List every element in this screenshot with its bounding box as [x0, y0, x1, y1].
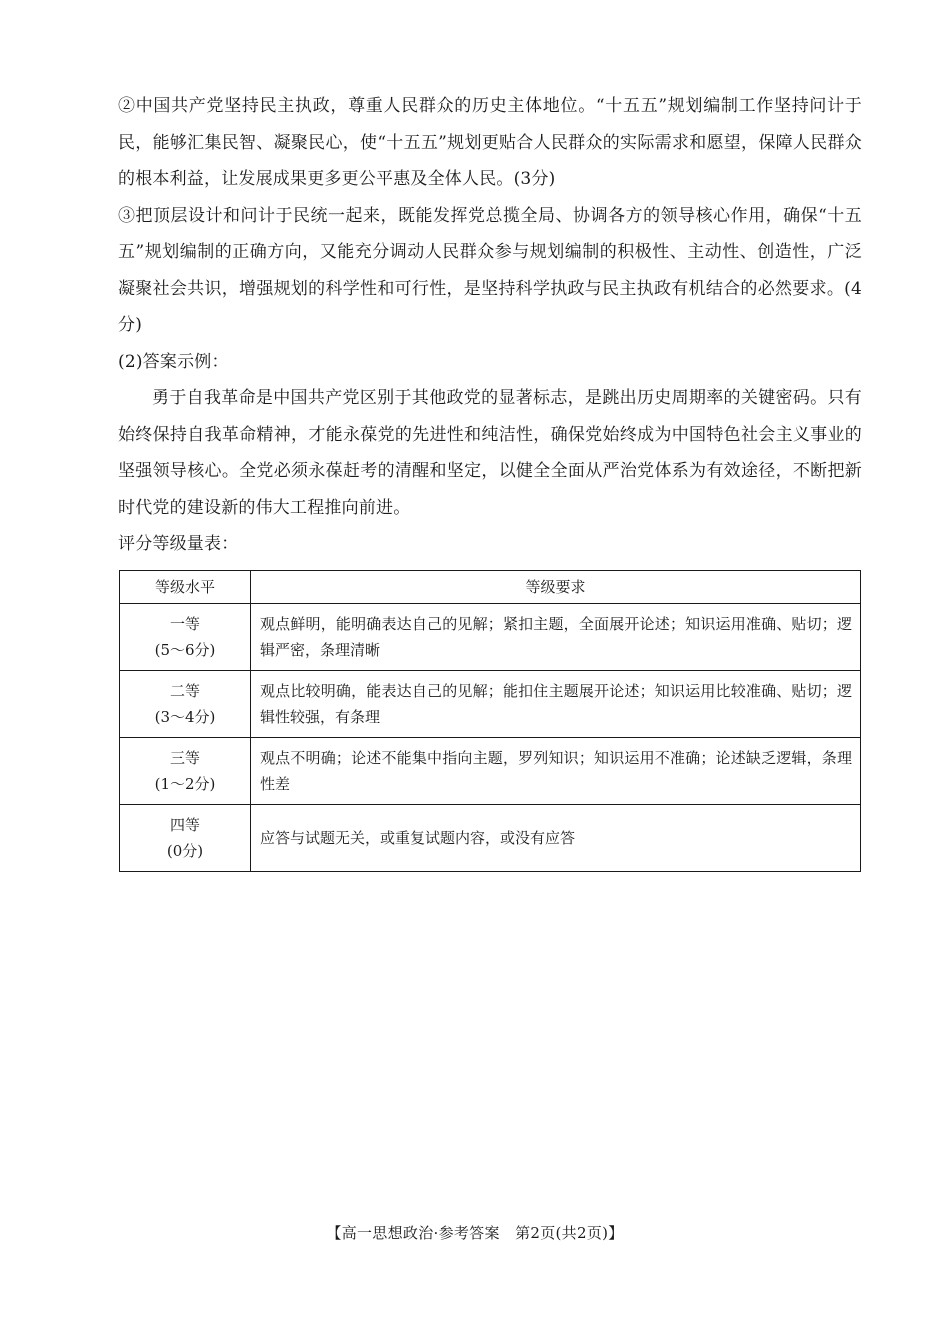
table-row: [120, 804, 861, 871]
grade-level-cell: [120, 603, 251, 670]
grade-level: 一等: [169, 614, 200, 633]
grade-level: 三等: [169, 748, 200, 767]
answer-point-3: ③把顶层设计和问计于民统一起来，既能发挥党总揽全局、协调各方的领导核心作用，确保“十五五”规划编制的正确方向，又能充分调动人民群众参与规划编制的积极性、主动性、创造性，广泛凝聚社会共识，增强规划的科学性和可行性，是坚持科学执政与民主执政有机结合的必然要求。(4分): [118, 205, 862, 335]
grading-scale-table: [119, 570, 861, 872]
grade-requirement: 应答与试题无关，或重复试题内容，或没有应答: [251, 804, 861, 871]
scale-title: 评分等级量表：: [118, 534, 239, 554]
grade-score: (5～6分): [154, 640, 216, 659]
table-header-row: [120, 570, 861, 603]
grade-level-cell: [120, 737, 251, 804]
table-row: [120, 737, 861, 804]
grade-requirement: 观点鲜明，能明确表达自己的见解；紧扣主题，全面展开论述；知识运用准确、贴切；逻辑严密，条理清晰: [251, 603, 861, 670]
answer-content: [118, 88, 862, 872]
grade-score: (0分): [166, 841, 204, 860]
question-2-label: (2)答案示例：: [118, 351, 229, 372]
grade-level: 二等: [169, 681, 200, 700]
table-row: [120, 670, 861, 737]
grade-level-cell: [120, 804, 251, 871]
grade-requirement: 观点比较明确，能表达自己的见解；能扣住主题展开论述；知识运用比较准确、贴切；逻辑性较强，有条理: [251, 670, 861, 737]
answer-point-2: ②中国共产党坚持民主执政，尊重人民群众的历史主体地位。“十五五”规划编制工作坚持问计于民，能够汇集民智、凝聚民心，使“十五五”规划更贴合人民群众的实际需求和愿望，保障人民群众的根本利益，让发展成果更多更公平惠及全体人民。(3分): [118, 96, 862, 189]
grade-requirement: 观点不明确；论述不能集中指向主题，罗列知识；知识运用不准确；论述缺乏逻辑，条理性差: [251, 737, 861, 804]
grade-score: (3～4分): [154, 707, 216, 726]
grade-score: (1～2分): [154, 774, 216, 793]
sample-answer: 勇于自我革命是中国共产党区别于其他政党的显著标志，是跳出历史周期率的关键密码。只有始终保持自我革命精神，才能永葆党的先进性和纯洁性，确保党始终成为中国特色社会主义事业的坚强领导核心。全党必须永葆赶考的清醒和坚定，以健全全面从严治党体系为有效途径，不断把新时代党的建设新的伟大工程推向前进。: [118, 388, 862, 518]
grade-level-cell: [120, 670, 251, 737]
grade-level: 四等: [169, 815, 200, 834]
table-row: [120, 603, 861, 670]
header-level: 等级水平: [120, 570, 251, 603]
page-footer: 【高一思想政治·参考答案 第2页(共2页)】: [326, 1224, 624, 1242]
header-requirement: 等级要求: [251, 570, 861, 603]
